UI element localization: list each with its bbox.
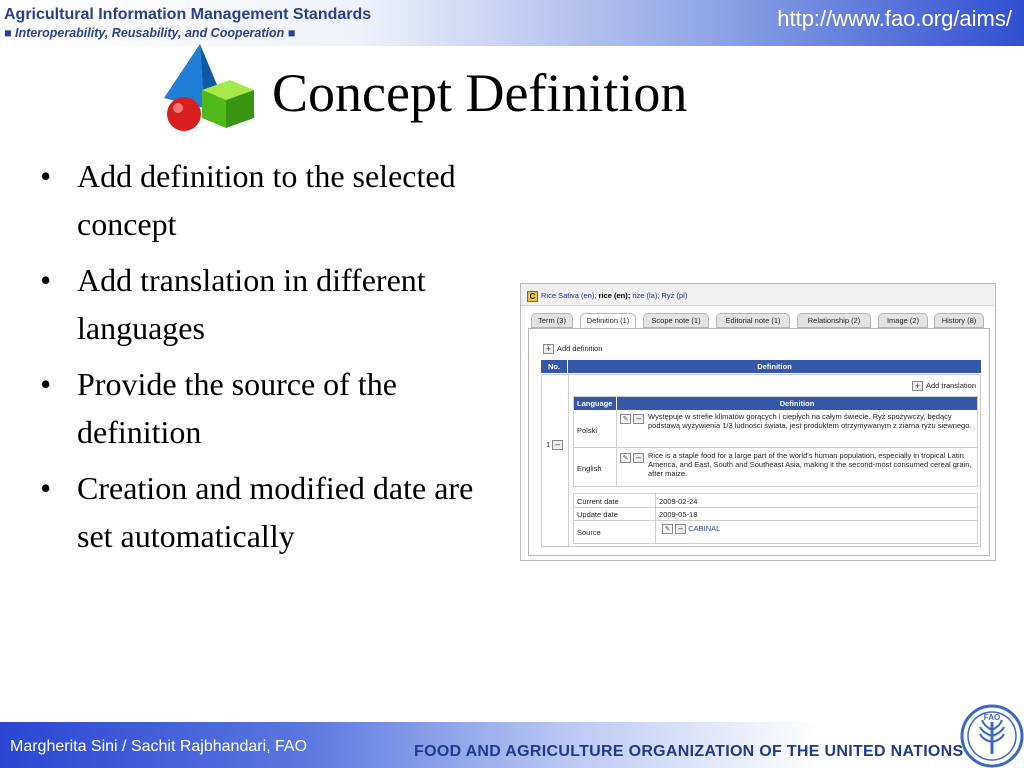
- footer-author: Margherita Sini / Sachit Rajbhandari, FAO: [10, 738, 308, 755]
- update-date-label: Update date: [577, 510, 618, 519]
- header-subtitle-text: Interoperability, Reusability, and Cooperation: [15, 26, 285, 40]
- definition-panel: [528, 328, 990, 556]
- grid-body: [541, 374, 981, 547]
- row-number-value: 1: [546, 440, 551, 449]
- definition-text: Występuje w strefie klimatów gorących i ciepłych na całym świecie. Ryż spożywczy, będący podstawą wyżywienia 1/3 ludności świata, jest produktem otrzymywanym z ziarna ryżu siewnego.: [648, 412, 972, 430]
- remove-translation-button[interactable]: –: [633, 453, 644, 463]
- definition-actions: [620, 453, 644, 463]
- current-date-value: 2009-02-24: [659, 497, 698, 506]
- language-cell: English: [577, 464, 602, 473]
- bullet-item: • Add definition to the selected concept: [40, 152, 500, 248]
- header-title: Agricultural Information Management Standards: [4, 6, 372, 23]
- header-url[interactable]: http://www.fao.org/aims/: [777, 6, 1012, 31]
- plus-icon: +: [543, 344, 554, 354]
- source-label: Source: [577, 528, 601, 537]
- bullet-item: • Creation and modified date are set automatically: [40, 464, 500, 560]
- footer-organization: FOOD AND AGRICULTURE ORGANIZATION OF THE UNITED NATIONS: [414, 743, 964, 760]
- concept-editor-screenshot: [520, 283, 996, 561]
- bullet-item: • Add translation in different languages: [40, 256, 500, 352]
- concept-name-suffix: rize (la); Ryż (pl): [632, 291, 688, 300]
- grid-header-no: No.: [541, 360, 567, 373]
- concept-name-prefix: Rice Sativa (en);: [541, 291, 597, 300]
- header-band: [0, 0, 1024, 46]
- row-number: [546, 440, 563, 450]
- concept-names: [541, 291, 687, 300]
- aims-shapes-logo: [160, 42, 256, 134]
- edit-icon[interactable]: ✎: [620, 453, 631, 463]
- remove-source-button[interactable]: –: [675, 524, 686, 534]
- source-link[interactable]: CABINAL: [688, 524, 721, 533]
- translations-table: [573, 396, 978, 487]
- plus-icon: +: [912, 381, 923, 391]
- tab-image[interactable]: Image (2): [878, 313, 928, 328]
- remove-translation-button[interactable]: –: [633, 414, 644, 424]
- header-subtitle: ■ Interoperability, Reusability, and Cooperation ■: [4, 26, 296, 40]
- add-definition-button[interactable]: [543, 344, 602, 354]
- tab-editorial-note[interactable]: Editorial note (1): [716, 313, 790, 328]
- slide-title: Concept Definition: [272, 63, 688, 123]
- remove-definition-button[interactable]: –: [552, 440, 563, 450]
- inner-header-language: Language: [574, 397, 616, 410]
- fao-logo: [960, 702, 1024, 768]
- concept-header: [521, 284, 995, 306]
- edit-icon[interactable]: ✎: [620, 414, 631, 424]
- tab-definition[interactable]: Definition (1): [580, 313, 636, 328]
- tab-relationship[interactable]: Relationship (2): [797, 313, 871, 328]
- red-sphere-shape: [167, 97, 201, 131]
- concept-icon: C: [527, 291, 538, 302]
- fao-logo-text: FAO: [983, 713, 1001, 722]
- bullet-list: [40, 152, 500, 568]
- add-translation-button[interactable]: [912, 381, 976, 391]
- concept-name-bold: rice (en);: [598, 291, 631, 300]
- update-date-value: 2009-05-18: [659, 510, 698, 519]
- grid-header-definition: Definition: [568, 360, 981, 373]
- definition-actions: [620, 414, 644, 424]
- bullet-item: • Provide the source of the definition: [40, 360, 500, 456]
- tab-history[interactable]: History (8): [934, 313, 984, 328]
- language-cell: Polski: [577, 426, 598, 435]
- definition-text: Rice is a staple food for a large part of the world's human population, especially in tropical Latin America, and East, South and Southeast Asia, making it the second-most consumed cereal grain, after maize.: [648, 451, 972, 478]
- tab-term[interactable]: Term (3): [531, 313, 573, 328]
- add-definition-label: Add definition: [557, 344, 603, 353]
- source-value: [662, 524, 720, 534]
- footer-band: [0, 722, 1024, 768]
- tab-scope-note[interactable]: Scope note (1): [643, 313, 709, 328]
- add-translation-label: Add translation: [925, 381, 976, 390]
- inner-header-definition: Definition: [617, 397, 977, 410]
- definition-meta-table: [573, 493, 978, 544]
- current-date-label: Current date: [577, 497, 619, 506]
- edit-icon[interactable]: ✎: [662, 524, 673, 534]
